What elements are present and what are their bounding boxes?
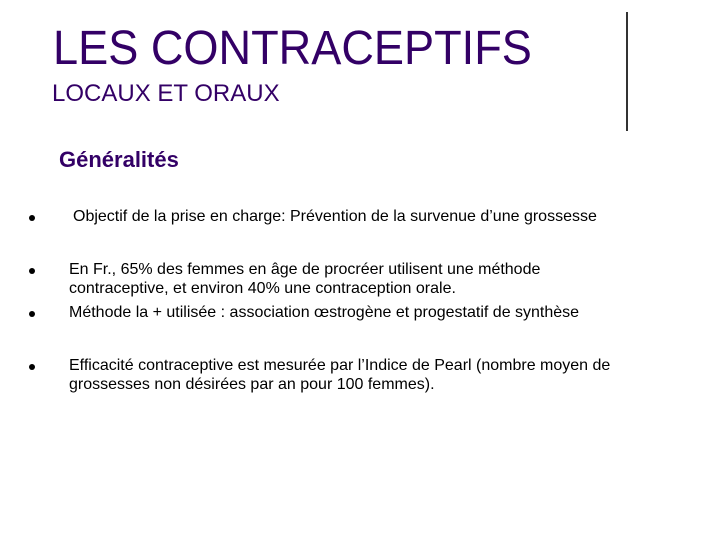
bullet-dot-icon bbox=[29, 311, 35, 317]
section-heading: Généralités bbox=[59, 147, 179, 172]
bullet-text: Objectif de la prise en charge: Prévention de la survenue d’une grossesse bbox=[73, 208, 597, 225]
bullet-text: Méthode la + utilisée : association œstrogène et progestatif de synthèse bbox=[69, 304, 580, 321]
bullet-dot-icon bbox=[29, 364, 35, 370]
slide-title: LES CONTRACEPTIFS bbox=[53, 22, 532, 75]
bullet-dot-icon bbox=[29, 268, 35, 274]
bullet-dot-icon bbox=[29, 215, 35, 221]
slide-subtitle: LOCAUX ET ORAUX bbox=[52, 80, 280, 107]
bullet-text: Efficacité contraceptive est mesurée par l’Indice de Pearl (nombre moyen de grossesses non désirées par an pour 100 femmes). bbox=[69, 357, 611, 393]
vertical-divider bbox=[626, 12, 628, 131]
bullet-text: En Fr., 65% des femmes en âge de procréer utilisent une méthode contraceptive, et environ 40% une contraception orale. bbox=[69, 261, 541, 297]
